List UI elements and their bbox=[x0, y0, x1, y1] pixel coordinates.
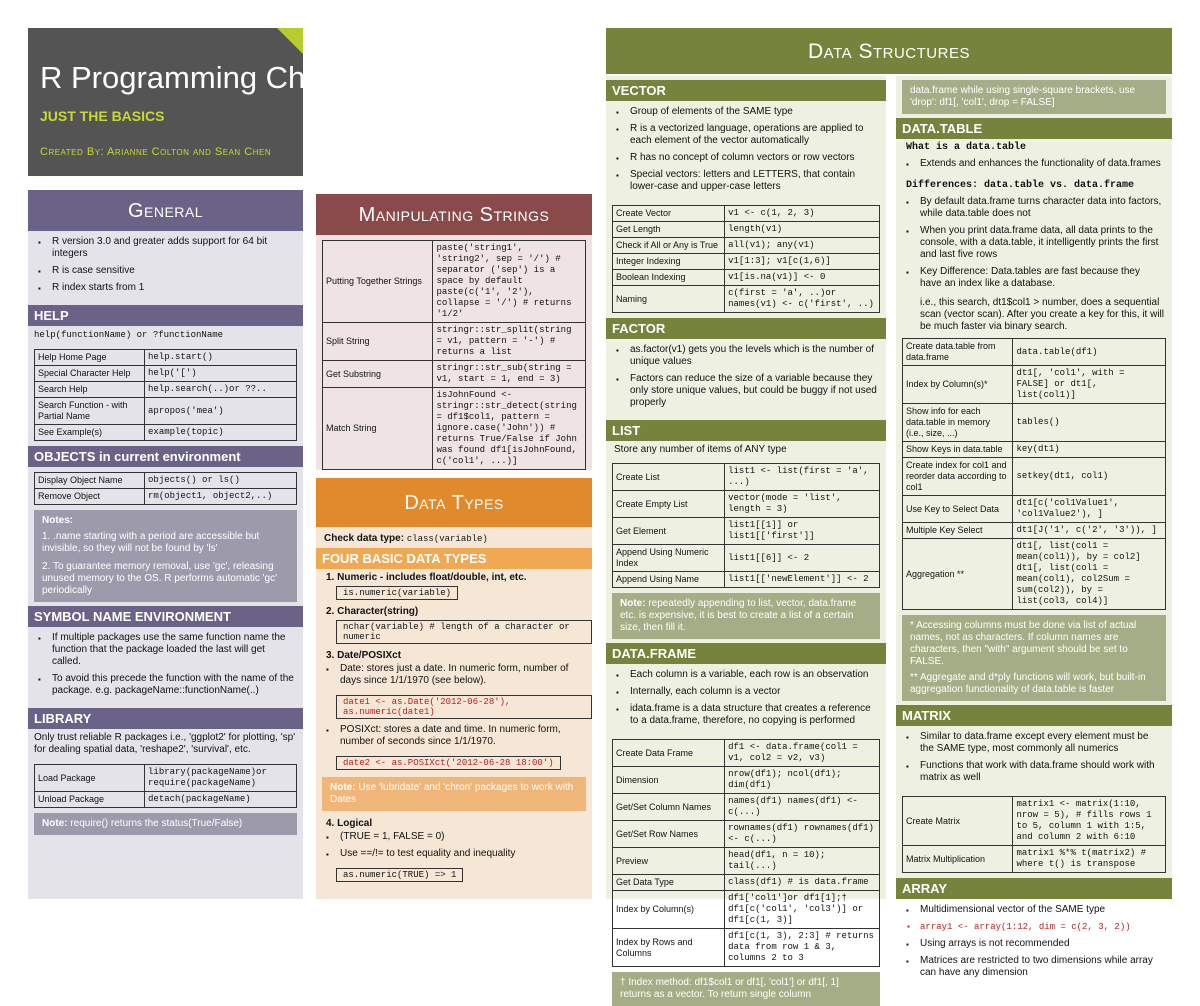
note-item: 1. .name starting with a period are accessible but invisible, so they will not be found by 'ls' bbox=[42, 531, 260, 554]
type-numeric: 1. Numeric - includes float/double, int, etc. bbox=[326, 572, 527, 583]
row-code: example(topic) bbox=[145, 425, 297, 441]
vector-header: VECTOR bbox=[606, 80, 886, 101]
dt-what: What is a data.table bbox=[906, 142, 1027, 153]
row-label: Get/Set Row Names bbox=[613, 821, 725, 848]
table-row bbox=[903, 458, 1166, 496]
note-text: Use 'lubridate' and 'chron' packages to work with Dates bbox=[330, 782, 574, 805]
row-code: df1[c(1, 3), 2:3] # returns data from row 1 & 3, columns 2 to 3 bbox=[725, 929, 880, 967]
row-code: length(v1) bbox=[725, 222, 880, 238]
row-code: paste('string1', 'string2', sep = '/') # separator ('sep') is a space by default paste(c('1', '2'), collapse = '/') # returns '1/2' bbox=[433, 241, 586, 323]
posix-code: date2 <- as.POSIXct('2012-06-28 18:00') bbox=[336, 756, 561, 770]
row-label: Check if All or Any is True bbox=[613, 238, 725, 254]
table-row bbox=[35, 398, 297, 425]
symbol-bullets bbox=[28, 627, 303, 704]
general-bullets bbox=[28, 231, 303, 301]
df-footnote: † Index method: df1$col1 or df1[, 'col1'] or df1[, 1] returns as a vector. To return single column bbox=[612, 972, 880, 1006]
row-label: Split String bbox=[323, 323, 433, 361]
table-row bbox=[613, 270, 880, 286]
row-code: c(first = 'a', ..)or names(v1) <- c('first', ..) bbox=[725, 286, 880, 313]
table-row bbox=[323, 323, 586, 361]
row-label: Get Substring bbox=[323, 361, 433, 388]
list-item: ▪ R is case sensitive bbox=[38, 265, 295, 277]
objects-header: OBJECTS in current environment bbox=[28, 446, 303, 467]
list-item: ▪ Each column is a variable, each row is an observation bbox=[616, 669, 878, 681]
row-code: v1[is.na(v1)] <- 0 bbox=[725, 270, 880, 286]
row-code: v1 <- c(1, 2, 3) bbox=[725, 206, 880, 222]
date-code: date1 <- as.Date('2012-06-28'), as.numeric(date1) bbox=[336, 695, 592, 719]
row-code: data.table(df1) bbox=[1013, 339, 1166, 366]
note-text: require() returns the status(True/False) bbox=[67, 818, 243, 829]
dt-diff-bullets bbox=[896, 191, 1172, 297]
array-bullets bbox=[896, 899, 1172, 986]
factor-bullets bbox=[606, 339, 886, 416]
type-date: 3. Date/POSIXct bbox=[326, 650, 402, 661]
table-row bbox=[903, 366, 1166, 404]
row-label: Special Character Help bbox=[35, 366, 145, 382]
row-label: Index by Rows and Columns bbox=[613, 929, 725, 967]
row-code: all(v1); any(v1) bbox=[725, 238, 880, 254]
table-row bbox=[613, 222, 880, 238]
table-row bbox=[903, 523, 1166, 539]
row-label: Preview bbox=[613, 848, 725, 875]
type-character: 2. Character(string) bbox=[326, 606, 419, 617]
row-code: help.search(..)or ??.. bbox=[145, 382, 297, 398]
types-section bbox=[316, 478, 592, 899]
row-code: head(df1, n = 10); tail(...) bbox=[725, 848, 880, 875]
title-banner bbox=[28, 28, 439, 176]
row-label: See Example(s) bbox=[35, 425, 145, 441]
list-item: ▪ (TRUE = 1, FALSE = 0) bbox=[326, 831, 584, 843]
list-item: ▪ idata.frame is a data structure that creates a reference to a data.frame, therefore, no copying is performed bbox=[616, 703, 878, 727]
row-label: Integer Indexing bbox=[613, 254, 725, 270]
row-label: Get Element bbox=[613, 518, 725, 545]
help-header: HELP bbox=[28, 305, 303, 326]
list-item: ▪ Internally, each column is a vector bbox=[616, 686, 878, 698]
row-code: objects() or ls() bbox=[145, 473, 297, 489]
help-line: help(functionName) or ?functionName bbox=[34, 330, 224, 340]
list-item: ▪ Date: stores just a date. In numeric form, number of days since 1/1/1970 (see below). bbox=[326, 663, 584, 687]
row-code: nrow(df1); ncol(df1); dim(df1) bbox=[725, 767, 880, 794]
date-note bbox=[322, 777, 586, 811]
row-label: Help Home Page bbox=[35, 350, 145, 366]
table-row bbox=[903, 846, 1166, 873]
table-row bbox=[323, 388, 586, 470]
dt-header: DATA.TABLE bbox=[896, 118, 1172, 139]
row-label: Matrix Multiplication bbox=[903, 846, 1013, 873]
row-code: matrix1 <- matrix(1:10, nrow = 5), # fills rows 1 to 5, column 1 with 1:5, and column 2 with 6:10 bbox=[1013, 797, 1166, 846]
row-label: Dimension bbox=[613, 767, 725, 794]
dt-diff: Differences: data.table vs. data.frame bbox=[906, 180, 1135, 191]
table-row bbox=[613, 254, 880, 270]
dt-notes bbox=[902, 615, 1166, 701]
list-item: ▪ array1 <- array(1:12, dim = c(2, 3, 2)) bbox=[906, 921, 1164, 933]
table-row bbox=[35, 425, 297, 441]
check-label: Check data type: bbox=[324, 533, 407, 544]
list-note bbox=[612, 593, 880, 639]
list-item: ▪ Functions that work with data.frame should work with matrix as well bbox=[906, 760, 1164, 784]
note-item: ** Aggregate and d*ply functions will work, but built-in aggregation functionality of data.table is faster bbox=[910, 672, 1146, 695]
list-text: Store any number of items of ANY type bbox=[614, 444, 787, 455]
list-item: ▪ Matrices are restricted to two dimensions while array can have any dimension bbox=[906, 955, 1164, 979]
row-label: Multiple Key Select bbox=[903, 523, 1013, 539]
library-text: Only trust reliable R packages i.e., 'ggplot2' for plotting, 'sp' for dealing spatial data, 'reshape2', 'survival', etc. bbox=[34, 732, 296, 755]
table-row bbox=[613, 572, 880, 588]
row-code: apropos('mea') bbox=[145, 398, 297, 425]
row-label: Putting Together Strings bbox=[323, 241, 433, 323]
strings-header: Manipulating Strings bbox=[316, 194, 592, 235]
table-row bbox=[903, 797, 1166, 846]
df-header: DATA.FRAME bbox=[606, 643, 886, 664]
dt-diff-extra: i.e., this search, dt1$col1 > number, does a sequential scan (vector scan). After you create a key for this, it will be much faster via binary search. bbox=[920, 297, 1164, 332]
row-code: class(df1) # is data.frame bbox=[725, 875, 880, 891]
row-code: library(packageName)or require(packageName) bbox=[145, 765, 297, 792]
row-code: help.start() bbox=[145, 350, 297, 366]
posix-bullets bbox=[316, 724, 592, 748]
row-code: list1[[1]] or list1[['first']] bbox=[725, 518, 880, 545]
table-row bbox=[613, 821, 880, 848]
list-item: ▪ R version 3.0 and greater adds support for 64 bit integers bbox=[38, 236, 295, 260]
row-label: Create Empty List bbox=[613, 491, 725, 518]
list-item: ▪ POSIXct: stores a date and time. In numeric form, number of seconds since 1/1/1970. bbox=[326, 724, 584, 748]
table-row bbox=[613, 206, 880, 222]
row-code: stringr::str_split(string = v1, pattern = '-') # returns a list bbox=[433, 323, 586, 361]
list-item: ▪ R has no concept of column vectors or row vectors bbox=[616, 152, 878, 164]
row-code: names(df1) names(df1) <- c(...) bbox=[725, 794, 880, 821]
row-label: Append Using Numeric Index bbox=[613, 545, 725, 572]
row-label: Display Object Name bbox=[35, 473, 145, 489]
table-row bbox=[613, 794, 880, 821]
factor-header: FACTOR bbox=[606, 318, 886, 339]
row-label: Create index for col1 and reorder data according to col1 bbox=[903, 458, 1013, 496]
row-label: Load Package bbox=[35, 765, 145, 792]
page-subtitle: JUST THE BASICS bbox=[40, 108, 165, 124]
df-table bbox=[612, 739, 880, 967]
row-code: stringr::str_sub(string = v1, start = 1, end = 3) bbox=[433, 361, 586, 388]
row-label: Show Keys in data.table bbox=[903, 442, 1013, 458]
df-bullets bbox=[606, 664, 886, 734]
note-item: * Accessing columns must be done via list of actual names, not as characters. If column names are characters, then "with" argument should be set to FALSE. bbox=[910, 620, 1137, 667]
table-row bbox=[613, 929, 880, 967]
list-item: ▪ as.factor(v1) gets you the levels which is the number of unique values bbox=[616, 344, 878, 368]
table-row bbox=[903, 539, 1166, 610]
symbol-header: SYMBOL NAME ENVIRONMENT bbox=[28, 606, 303, 627]
row-label: Unload Package bbox=[35, 792, 145, 808]
list-item: ▪ When you print data.frame data, all data prints to the console, with a data.table, it intelligently prints the first and last five rows bbox=[906, 225, 1164, 261]
logical-code: as.numeric(TRUE) => 1 bbox=[336, 868, 463, 882]
general-header: General bbox=[28, 190, 303, 231]
array-header: ARRAY bbox=[896, 878, 1172, 899]
list-item: ▪ R index starts from 1 bbox=[38, 282, 295, 294]
character-code: nchar(variable) # length of a character or numeric bbox=[336, 620, 592, 644]
table-row bbox=[35, 792, 297, 808]
table-row bbox=[903, 339, 1166, 366]
row-code: help('[') bbox=[145, 366, 297, 382]
row-label: Create Vector bbox=[613, 206, 725, 222]
row-label: Remove Object bbox=[35, 489, 145, 505]
table-row bbox=[323, 241, 586, 323]
table-row bbox=[613, 767, 880, 794]
note-label: Note: bbox=[330, 782, 356, 793]
row-label: Create Matrix bbox=[903, 797, 1013, 846]
row-label: Boolean Indexing bbox=[613, 270, 725, 286]
row-code: dt1[J('1', c('2', '3')), ] bbox=[1013, 523, 1166, 539]
type-logical: 4. Logical bbox=[326, 818, 373, 829]
list-item: ▪ Group of elements of the SAME type bbox=[616, 106, 878, 118]
row-code: rownames(df1) rownames(df1) <- c(...) bbox=[725, 821, 880, 848]
table-row bbox=[613, 545, 880, 572]
row-label: Index by Column(s) bbox=[613, 891, 725, 929]
row-code: v1[1:3]; v1[c(1,6)] bbox=[725, 254, 880, 270]
list-item: ▪ Extends and enhances the functionality of data.frames bbox=[906, 158, 1164, 170]
list-table bbox=[612, 463, 880, 588]
list-header: LIST bbox=[606, 420, 886, 441]
logical-bullets bbox=[316, 831, 592, 860]
table-row bbox=[35, 366, 297, 382]
row-code: dt1[, 'col1', with = FALSE] or dt1[, list(col1)] bbox=[1013, 366, 1166, 404]
row-code: detach(packageName) bbox=[145, 792, 297, 808]
row-label: Match String bbox=[323, 388, 433, 470]
general-section bbox=[28, 190, 303, 899]
dt-table bbox=[902, 338, 1166, 610]
table-row bbox=[35, 473, 297, 489]
table-row bbox=[613, 848, 880, 875]
note-label: Note: bbox=[42, 818, 68, 829]
row-code: key(dt1) bbox=[1013, 442, 1166, 458]
table-row bbox=[35, 382, 297, 398]
objects-table bbox=[34, 472, 297, 505]
table-row bbox=[323, 361, 586, 388]
objects-notes bbox=[34, 510, 297, 602]
page-title: R Programming Cheat Sheet bbox=[40, 60, 439, 95]
row-label: Show info for each data.table in memory (i.e., size, ...) bbox=[903, 404, 1013, 442]
row-code: dt1[, list(col1 = mean(col1)), by = col2] dt1[, list(col1 = mean(col1), col2Sum = sum(col2)), by = list(col3, col4)] bbox=[1013, 539, 1166, 610]
note-label: Note: bbox=[620, 598, 646, 609]
list-item: ▪ Key Difference: Data.tables are fast because they have an index like a database. bbox=[906, 266, 1164, 290]
numeric-code: is.numeric(variable) bbox=[336, 586, 458, 600]
row-label: Create Data Frame bbox=[613, 740, 725, 767]
help-table bbox=[34, 349, 297, 441]
list-item: ▪ By default data.frame turns character data into factors, while data.table does not bbox=[906, 196, 1164, 220]
table-row bbox=[903, 496, 1166, 523]
row-code: setkey(dt1, col1) bbox=[1013, 458, 1166, 496]
table-row bbox=[613, 875, 880, 891]
library-table bbox=[34, 764, 297, 808]
table-row bbox=[613, 464, 880, 491]
df-continued: data.frame while using single-square brackets, use 'drop': df1[, 'col1', drop = FALSE] bbox=[902, 80, 1166, 114]
row-code: isJohnFound <- stringr::str_detect(string = df1$col1, pattern = ignore.case('John')) # returns True/False if John was found df1[isJohnFound, c('col1', ...)] bbox=[433, 388, 586, 470]
row-label: Search Function - with Partial Name bbox=[35, 398, 145, 425]
row-label: Append Using Name bbox=[613, 572, 725, 588]
ds-header: Data Structures bbox=[606, 28, 1172, 74]
table-row bbox=[35, 489, 297, 505]
row-code: tables() bbox=[1013, 404, 1166, 442]
notes-title: Notes: bbox=[42, 515, 74, 526]
row-label: Create data.table from data.frame bbox=[903, 339, 1013, 366]
row-code: df1 <- data.frame(col1 = v1, col2 = v2, v3) bbox=[725, 740, 880, 767]
list-item: ▪ To avoid this precede the function with the name of the package. e.g. packageName::functionName(..) bbox=[38, 673, 295, 697]
table-row bbox=[903, 404, 1166, 442]
table-row bbox=[903, 442, 1166, 458]
table-row bbox=[613, 491, 880, 518]
matrix-header: MATRIX bbox=[896, 705, 1172, 726]
table-row bbox=[613, 518, 880, 545]
row-label: Index by Column(s)* bbox=[903, 366, 1013, 404]
date-bullets bbox=[316, 663, 592, 687]
table-row bbox=[35, 765, 297, 792]
row-label: Search Help bbox=[35, 382, 145, 398]
table-row bbox=[613, 286, 880, 313]
note-text: repeatedly appending to list, vector, data.frame etc. is expensive, it is best to create a list of a certain size, then fill it. bbox=[620, 598, 857, 633]
library-note bbox=[34, 813, 297, 835]
list-item: ▪ Factors can reduce the size of a variable because they only store unique values, but could be buggy if not used properly bbox=[616, 373, 878, 409]
list-item: ▪ Use ==/!= to test equality and inequality bbox=[326, 848, 584, 860]
row-code: matrix1 %*% t(matrix2) # where t() is transpose bbox=[1013, 846, 1166, 873]
row-label: Create List bbox=[613, 464, 725, 491]
list-item: ▪ Multidimensional vector of the SAME type bbox=[906, 904, 1164, 916]
row-label: Aggregation ** bbox=[903, 539, 1013, 610]
check-code: class(variable) bbox=[406, 534, 488, 544]
dt-what-bullets bbox=[896, 153, 1172, 177]
row-code: list1[['newElement']] <- 2 bbox=[725, 572, 880, 588]
row-code: vector(mode = 'list', length = 3) bbox=[725, 491, 880, 518]
table-row bbox=[613, 740, 880, 767]
row-label: Get Length bbox=[613, 222, 725, 238]
list-item: ▪ Using arrays is not recommended bbox=[906, 938, 1164, 950]
row-code: dt1[c('col1Value1', 'col1Value2'), ] bbox=[1013, 496, 1166, 523]
library-header: LIBRARY bbox=[28, 708, 303, 729]
note-item: 2. To guarantee memory removal, use 'gc', releasing unused memory to the OS. R performs automatic 'gc' periodically bbox=[42, 561, 278, 596]
row-label: Use Key to Select Data bbox=[903, 496, 1013, 523]
row-label: Get Data Type bbox=[613, 875, 725, 891]
title-corner-icon bbox=[277, 28, 303, 54]
table-row bbox=[613, 238, 880, 254]
types-header: Data Types bbox=[316, 478, 592, 527]
list-item: ▪ Special vectors: letters and LETTERS, that contain lower-case and upper-case letters bbox=[616, 169, 878, 193]
row-code: rm(object1, object2,..) bbox=[145, 489, 297, 505]
row-code: list1 <- list(first = 'a', ...) bbox=[725, 464, 880, 491]
list-item: ▪ If multiple packages use the same function name the function that the package loaded the last will get called. bbox=[38, 632, 295, 668]
row-label: Get/Set Column Names bbox=[613, 794, 725, 821]
row-code: list1[[6]] <- 2 bbox=[725, 545, 880, 572]
vector-table bbox=[612, 205, 880, 313]
row-label: Naming bbox=[613, 286, 725, 313]
four-types-header: FOUR BASIC DATA TYPES bbox=[316, 548, 592, 569]
matrix-table bbox=[902, 796, 1166, 873]
matrix-bullets bbox=[896, 726, 1172, 791]
credit-line: Created By: Arianne Colton and Sean Chen bbox=[40, 146, 272, 158]
list-item: ▪ Similar to data.frame except every element must be the SAME type, most commonly all numerics bbox=[906, 731, 1164, 755]
list-item: ▪ R is a vectorized language, operations are applied to each element of the vector automatically bbox=[616, 123, 878, 147]
table-row bbox=[613, 891, 880, 929]
vector-bullets bbox=[606, 101, 886, 200]
row-code: df1['col1']or df1[1];† df1[c('col1', 'col3')] or df1[c(1, 3)] bbox=[725, 891, 880, 929]
strings-table bbox=[322, 240, 586, 470]
strings-section bbox=[316, 194, 592, 470]
table-row bbox=[35, 350, 297, 366]
